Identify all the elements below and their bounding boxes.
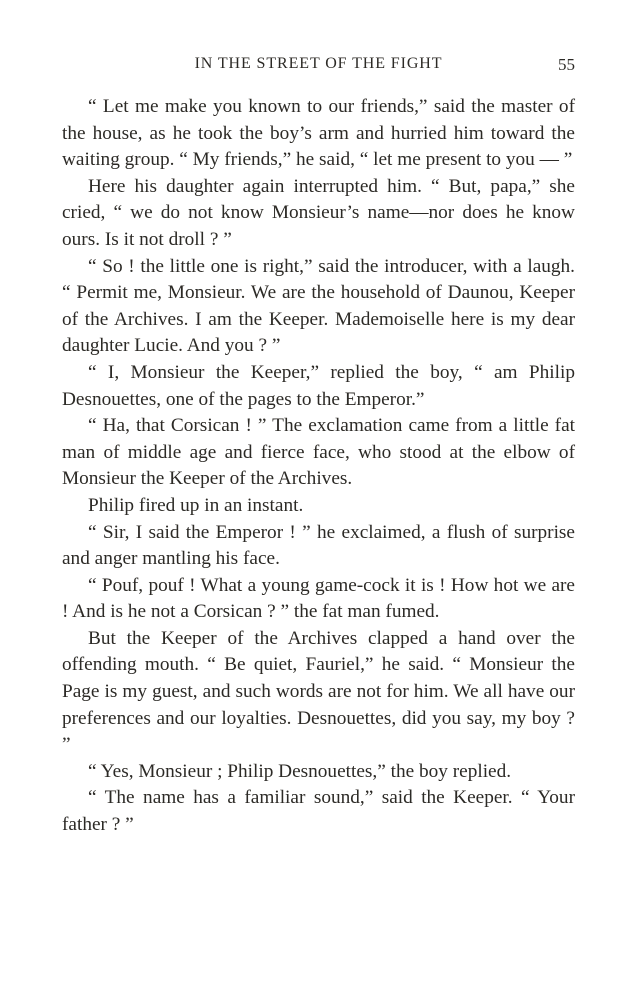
- paragraph: “ The name has a familiar sound,” said the Keeper. “ Your father ? ”: [62, 787, 575, 836]
- running-title: IN THE STREET OF THE FIGHT: [194, 55, 443, 72]
- paragraph: “ Let me make you known to our friends,” said the master of the house, as he took the boy’s arm and hurried him toward the waiting group. “ My friends,” he said, “ let me present to you — ”: [62, 96, 575, 171]
- paragraph: “ Pouf, pouf ! What a young game-cock it is ! How hot we are ! And is he not a Corsican ? ” the fat man fumed.: [62, 574, 575, 623]
- paragraph: “ Ha, that Corsican ! ” The exclamation came from a little fat man of middle age and fierce face, who stood at the elbow of Monsieur the Keeper of the Archives.: [62, 415, 575, 490]
- paragraph: Here his daughter again interrupted him. “ But, papa,” she cried, “ we do not know Monsieur’s name—nor does he know ours. Is it not droll ? ”: [62, 175, 575, 250]
- paragraph: But the Keeper of the Archives clapped a hand over the offending mouth. “ Be quiet, Fauriel,” he said. “ Monsieur the Page is my guest, and such words are not for him. We all have our preferences and our loyalties. Desnouettes, did you say, my boy ? ”: [62, 627, 575, 756]
- body-text: [62, 94, 575, 839]
- paragraph: “ Sir, I said the Emperor ! ” he exclaimed, a flush of surprise and anger mantling his face.: [62, 521, 575, 570]
- paragraph: “ So ! the little one is right,” said the introducer, with a laugh. “ Permit me, Monsieur. We are the household of Daunou, Keeper of the Archives. I am the Keeper. Mademoiselle here is my dear daughter Lucie. And you ? ”: [62, 255, 575, 357]
- running-head: [62, 55, 575, 75]
- paragraph: “ Yes, Monsieur ; Philip Desnouettes,” the boy replied.: [88, 760, 512, 782]
- paragraph: “ I, Monsieur the Keeper,” replied the boy, “ am Philip Desnouettes, one of the pages to the Emperor.”: [62, 361, 575, 410]
- page-number: 55: [558, 55, 575, 74]
- paragraph: Philip fired up in an instant.: [88, 494, 304, 516]
